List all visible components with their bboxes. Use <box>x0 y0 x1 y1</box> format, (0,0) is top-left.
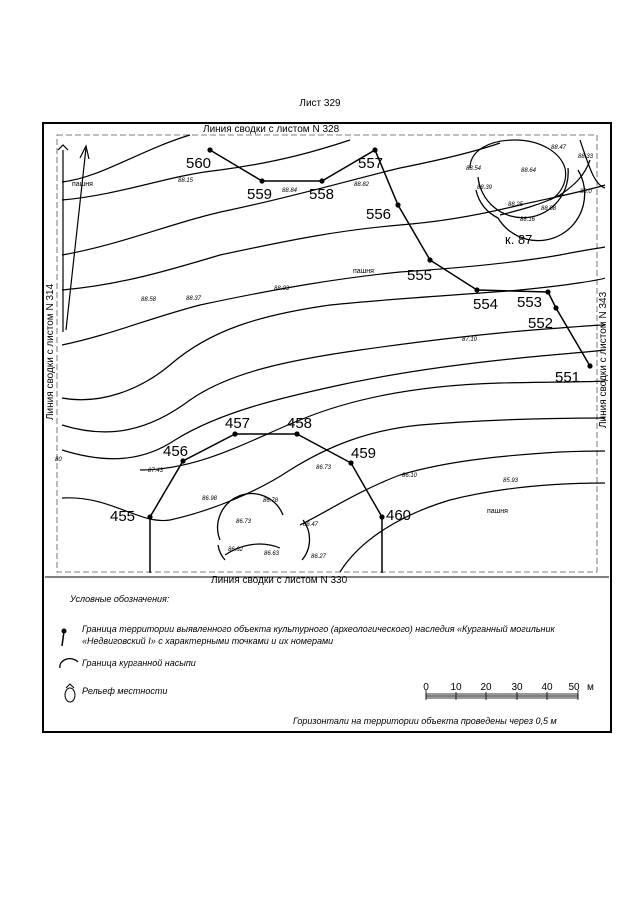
elevation-label: 86.62 <box>228 547 244 553</box>
scale-tick-label: 30 <box>511 682 523 693</box>
point-label: 557 <box>358 155 384 172</box>
point-marker <box>553 305 558 310</box>
point-marker <box>395 202 400 207</box>
edge-label-left: Линия сводки с листом N 314 <box>45 283 56 420</box>
land-label: пашня <box>487 508 508 515</box>
contour-line <box>62 418 605 521</box>
scale-tick-label: 40 <box>541 682 553 693</box>
point-marker <box>427 257 432 262</box>
point-label: 559 <box>247 186 273 203</box>
point-label: 456 <box>163 443 189 460</box>
elevation-label: 86.47 <box>303 522 319 528</box>
point-label: 556 <box>366 206 392 223</box>
north-arrow-icon <box>58 145 89 332</box>
kurgan-label: к. 87 <box>505 232 533 247</box>
elevation-label: 87.43 <box>148 468 164 474</box>
legend-title: Условные обозначения: <box>70 594 170 604</box>
elevation-label: 88.37 <box>186 296 202 302</box>
point-label: 551 <box>555 369 581 386</box>
legend-mound-text: Граница курганной насыпи <box>82 658 196 668</box>
point-label: 555 <box>407 267 433 284</box>
sheet-title: Лист 329 <box>299 98 341 109</box>
legend-mound-symbol <box>60 659 78 668</box>
elevation-label: 88.82 <box>354 182 370 188</box>
elevation-label: 88.84 <box>282 188 298 194</box>
point-label: 455 <box>110 508 136 525</box>
point-marker <box>372 147 377 152</box>
elevation-label: 80 <box>55 457 62 463</box>
elevation-label: 86.78 <box>263 498 279 504</box>
legend <box>60 594 572 702</box>
point-label: 554 <box>473 296 499 313</box>
edge-label-bottom: Линия сводки с листом N 330 <box>211 575 348 586</box>
contour-line <box>340 483 605 572</box>
point-marker <box>207 147 212 152</box>
point-labels <box>110 155 580 525</box>
contour-line <box>580 140 605 188</box>
elevation-label: 88.58 <box>141 297 157 303</box>
scale-bar <box>423 682 594 700</box>
elevation-label: 85.93 <box>503 478 519 484</box>
land-label: пашня <box>72 181 93 188</box>
point-label: 459 <box>351 445 377 462</box>
edge-label-right: Линия сводки с листом N 343 <box>598 291 609 428</box>
elevation-label: 88.64 <box>521 168 537 174</box>
elevation-label: 88.47 <box>551 145 567 151</box>
scale-tick-label: 20 <box>480 682 492 693</box>
point-marker <box>545 289 550 294</box>
elevation-label: 88.0 <box>580 189 592 195</box>
elevation-label: 88.25 <box>508 202 524 208</box>
elevation-label: 88.33 <box>578 154 594 160</box>
scale-tick-label: 10 <box>450 682 462 693</box>
elevation-label: 88.54 <box>466 166 482 172</box>
mound-arc <box>476 168 585 241</box>
point-label: 560 <box>186 155 212 172</box>
point-marker <box>319 178 324 183</box>
scale-tick-label: 0 <box>423 682 429 693</box>
elevation-label: 88.08 <box>541 206 557 212</box>
legend-boundary-text: Граница территории выявленного объекта культурного (археологического) наследия «Курганный могильник «Недвиговский I» с характерными точками и их номерами <box>82 624 555 646</box>
point-marker <box>474 287 479 292</box>
point-label: 458 <box>287 415 313 432</box>
scale-unit: м <box>587 682 594 693</box>
elevation-label: 87.10 <box>462 337 478 343</box>
elevation-label: 88.03 <box>274 286 290 292</box>
point-label: 460 <box>386 507 412 524</box>
contour-note: Горизонтали на территории объекта проведены через 0,5 м <box>293 716 557 726</box>
elevation-label: 86.63 <box>264 551 280 557</box>
elevation-label: 88.16 <box>520 217 536 223</box>
point-marker <box>232 431 237 436</box>
point-marker <box>587 363 592 368</box>
boundary-north <box>210 150 590 366</box>
point-marker <box>147 514 152 519</box>
elevation-label: 86.73 <box>236 519 252 525</box>
elevation-label: 88.39 <box>477 185 493 191</box>
elevation-label: 88.15 <box>178 178 194 184</box>
elevation-label: 86.27 <box>311 554 327 560</box>
point-label: 552 <box>528 315 554 332</box>
point-label: 553 <box>517 294 543 311</box>
legend-relief-text: Рельеф местности <box>82 686 168 696</box>
point-marker <box>379 514 384 519</box>
point-marker <box>294 431 299 436</box>
legend-relief-icon <box>65 684 75 702</box>
scale-tick-label: 50 <box>568 682 580 693</box>
contour-line <box>62 350 605 459</box>
contour-line <box>62 325 605 432</box>
contour-line <box>62 135 190 182</box>
contour-line <box>300 451 605 525</box>
elevation-label: 86.10 <box>402 473 418 479</box>
point-label: 457 <box>225 415 251 432</box>
edge-label-top: Линия сводки с листом N 328 <box>203 124 340 135</box>
point-label: 558 <box>309 186 335 203</box>
elevation-label: 86.73 <box>316 465 332 471</box>
spot-elevations <box>55 145 594 560</box>
elevation-label: 86.98 <box>202 496 218 502</box>
land-label: пашня <box>353 268 374 275</box>
point-marker <box>259 178 264 183</box>
legend-boundary-symbol <box>62 629 67 647</box>
